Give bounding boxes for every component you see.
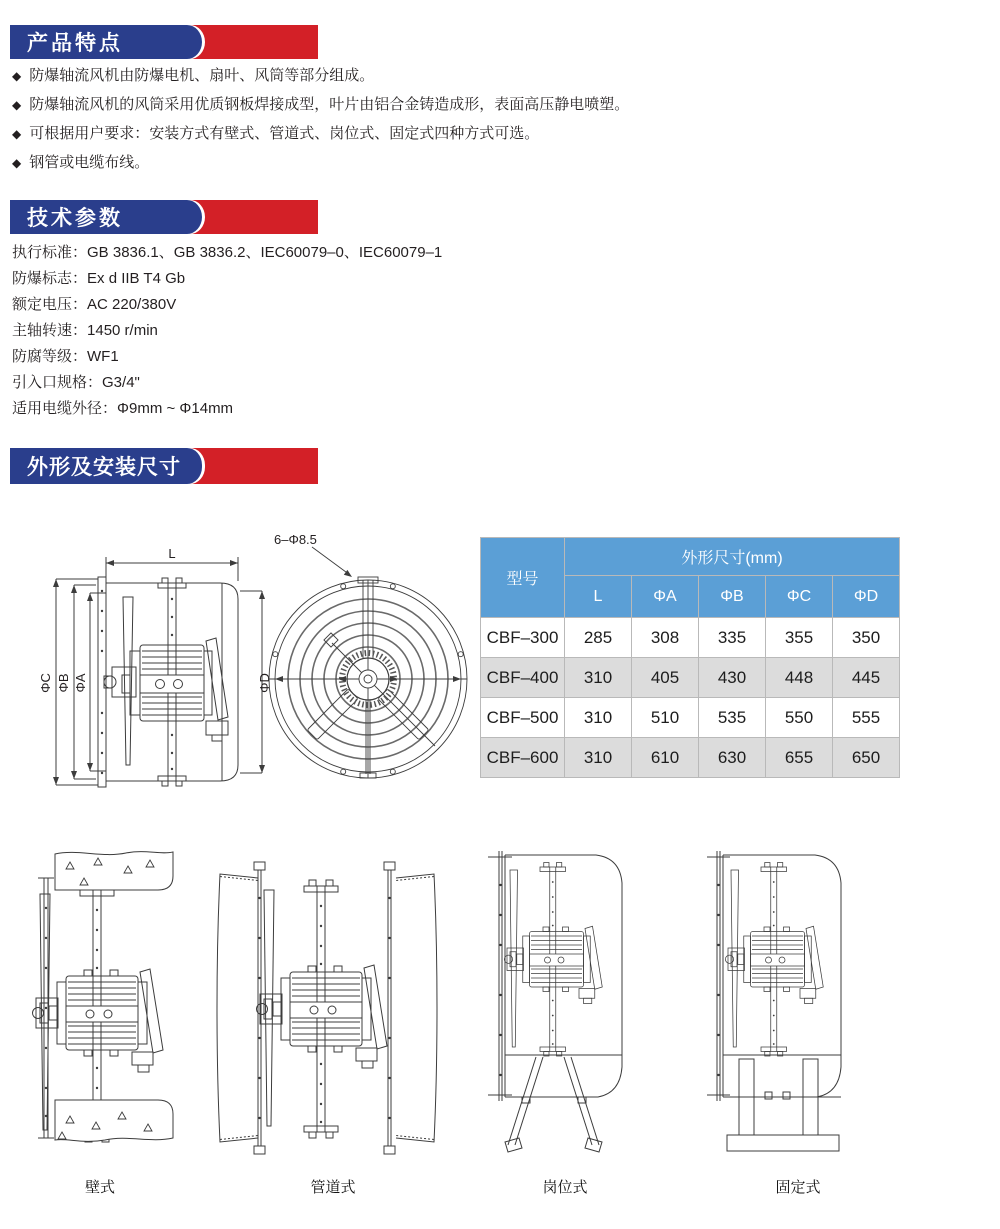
callout-leader <box>312 547 350 575</box>
value-cell: 535 <box>699 698 766 738</box>
dimension-arrows <box>53 560 265 785</box>
side-view-drawing <box>22 533 274 795</box>
table-row <box>481 698 900 738</box>
concrete-marks <box>58 858 154 1139</box>
front-view-drawing <box>262 531 474 793</box>
section-title-features: 产品特点 <box>27 32 123 55</box>
spec-value: AC 220/380V <box>87 296 177 313</box>
banner-blue-block <box>10 200 202 234</box>
feature-item <box>12 95 629 115</box>
col-header: ΦC <box>766 576 833 618</box>
feature-list <box>12 66 629 182</box>
spec-line <box>12 269 442 289</box>
install-drawing-wall <box>10 848 200 1168</box>
table-row <box>481 618 900 658</box>
dim-label-phi-d: ΦD <box>257 673 272 693</box>
feature-text: 可根据用户要求：安装方式有壁式、管道式、岗位式、固定式四种方式可选。 <box>29 125 540 142</box>
col-header: ΦA <box>632 576 699 618</box>
value-cell: 630 <box>699 738 766 778</box>
motor <box>122 638 228 741</box>
spec-value: WF1 <box>87 348 119 365</box>
pedestal <box>723 1059 841 1151</box>
spec-value: Φ9mm ~ Φ14mm <box>117 400 234 417</box>
spec-value: GB 3836.1、GB 3836.2、IEC60079–0、IEC60079–1 <box>87 244 443 261</box>
value-cell: 510 <box>632 698 699 738</box>
feature-item <box>12 153 629 173</box>
right-duct <box>396 874 437 1142</box>
value-cell: 285 <box>565 618 632 658</box>
value-cell: 550 <box>766 698 833 738</box>
bolt-hole-callout: 6–Φ8.5 <box>274 532 317 547</box>
spec-value: G3/4" <box>102 374 140 391</box>
table-row <box>481 738 900 778</box>
value-cell: 335 <box>699 618 766 658</box>
model-cell: CBF–400 <box>481 658 565 698</box>
spec-line <box>12 321 442 341</box>
install-label-wall: 壁式 <box>84 1179 115 1196</box>
spec-line <box>12 295 442 315</box>
feature-item <box>12 66 629 86</box>
spec-value: 1450 r/min <box>87 322 158 339</box>
spec-label: 引入口规格： <box>12 374 103 391</box>
install-drawing-duct <box>212 848 442 1168</box>
diamond-bullet-icon: ◆ <box>12 98 22 112</box>
feature-text: 防爆轴流风机由防爆电机、扇叶、风筒等部分组成。 <box>29 67 375 84</box>
diamond-bullet-icon: ◆ <box>12 127 22 141</box>
diamond-bullet-icon: ◆ <box>12 156 22 170</box>
banner-blue-block <box>10 448 202 484</box>
value-cell: 610 <box>632 738 699 778</box>
blade <box>104 597 136 765</box>
install-label-duct: 管道式 <box>310 1179 356 1196</box>
spec-label: 防爆标志： <box>12 270 88 287</box>
spec-label: 执行标准： <box>12 244 88 261</box>
group-header: 外形尺寸(mm) <box>565 538 900 576</box>
feature-text: 钢管或电缆布线。 <box>29 154 150 171</box>
value-cell: 405 <box>632 658 699 698</box>
value-cell: 650 <box>833 738 900 778</box>
dim-label-l: L <box>168 546 176 561</box>
value-cell: 310 <box>565 658 632 698</box>
spec-label: 适用电缆外径： <box>12 400 118 417</box>
spec-line <box>12 373 442 393</box>
model-cell: CBF–600 <box>481 738 565 778</box>
value-cell: 445 <box>833 658 900 698</box>
section-title-dimensions: 外形及安装尺寸 <box>27 456 181 479</box>
table-row <box>481 658 900 698</box>
col-header: ΦD <box>833 576 900 618</box>
feature-text: 防爆轴流风机的风筒采用优质钢板焊接成型，叶片由铝合金铸造成形，表面高压静电喷塑。 <box>29 96 630 113</box>
value-cell: 430 <box>699 658 766 698</box>
spec-label: 主轴转速： <box>12 322 88 339</box>
spec-line <box>12 243 442 263</box>
flange <box>98 577 106 787</box>
col-header: L <box>565 576 632 618</box>
feature-item <box>12 124 629 144</box>
section-header-specs <box>10 200 318 234</box>
dimensions-table <box>480 537 900 778</box>
model-cell: CBF–500 <box>481 698 565 738</box>
value-cell: 655 <box>766 738 833 778</box>
section-title-specs: 技术参数 <box>27 207 123 230</box>
install-label-fixed: 固定式 <box>775 1179 821 1196</box>
value-cell: 355 <box>766 618 833 658</box>
col-header: ΦB <box>699 576 766 618</box>
diamond-bullet-icon: ◆ <box>12 69 22 83</box>
section-header-features <box>10 25 318 59</box>
install-label-post: 岗位式 <box>542 1179 588 1196</box>
value-cell: 310 <box>565 738 632 778</box>
model-column-header: 型号 <box>481 538 565 618</box>
spec-list <box>12 243 442 425</box>
value-cell: 350 <box>833 618 900 658</box>
dim-label-phi-a: ΦA <box>73 673 88 693</box>
install-drawing-fixed <box>703 845 893 1175</box>
tripod-legs <box>505 1057 602 1152</box>
spec-line <box>12 347 442 367</box>
spec-label: 额定电压： <box>12 296 88 313</box>
dim-label-phi-b: ΦB <box>56 673 71 693</box>
section-header-dimensions <box>10 448 318 484</box>
install-drawing-post <box>478 845 663 1175</box>
model-cell: CBF–300 <box>481 618 565 658</box>
value-cell: 310 <box>565 698 632 738</box>
value-cell: 555 <box>833 698 900 738</box>
value-cell: 308 <box>632 618 699 658</box>
banner-blue-block <box>10 25 202 59</box>
spec-line <box>12 399 442 419</box>
dim-label-phi-c: ΦC <box>38 673 53 693</box>
left-duct <box>217 874 258 1142</box>
spec-label: 防腐等级： <box>12 348 88 365</box>
value-cell: 448 <box>766 658 833 698</box>
spec-value: Ex d IIB T4 Gb <box>87 270 186 287</box>
